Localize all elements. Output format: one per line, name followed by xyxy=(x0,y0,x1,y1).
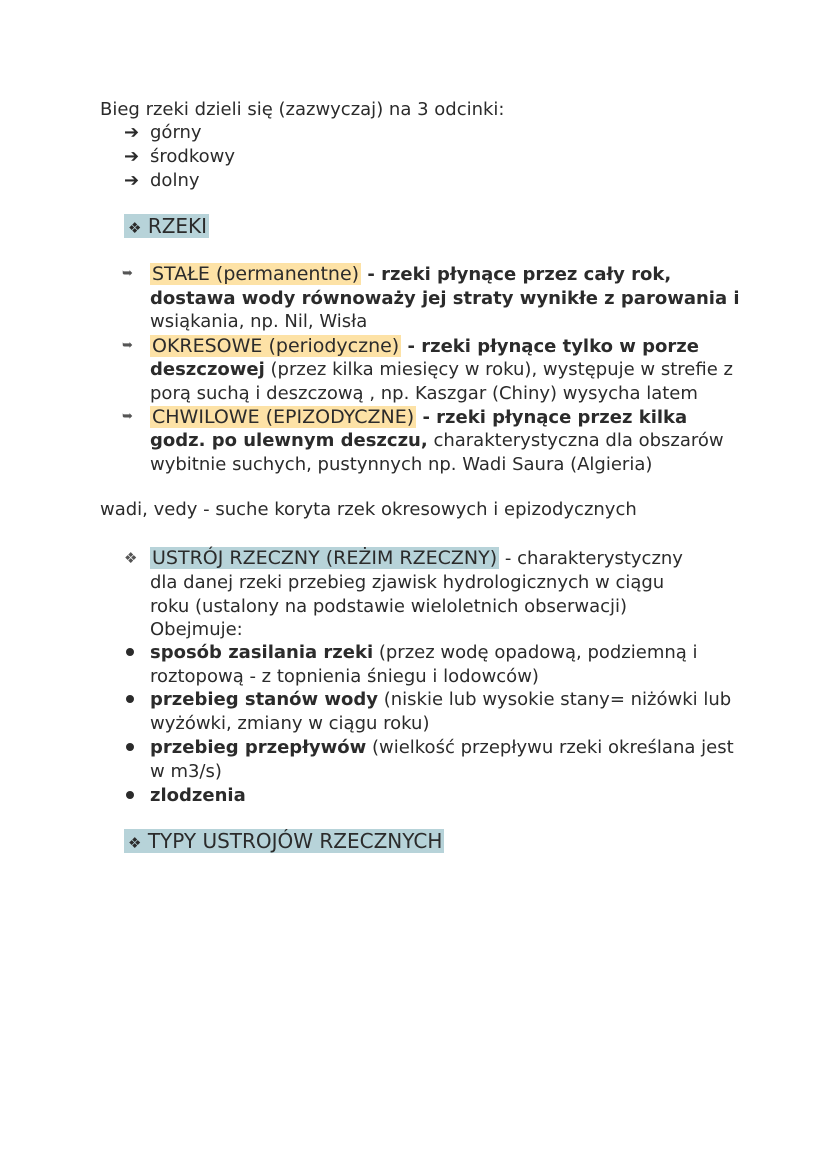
heading-rzeki xyxy=(124,213,209,241)
heading-typy-label: TYPY USTROJÓW RZECZNYCH xyxy=(147,829,443,853)
diamond-icon: ❖ xyxy=(124,549,138,567)
ustroj-line1: USTRÓJ RZECZNY (REŻIM RZECZNY) - charakterystyczny xyxy=(152,547,683,569)
ustroj-bullet-zlodzenia: zlodzenia xyxy=(150,785,246,806)
rzeki-item-chwilowe-line2: godz. po ulewnym deszczu, charakterystyczna dla obszarów xyxy=(150,430,724,451)
term-ustroj: USTRÓJ RZECZNY (REŻIM RZECZNY) xyxy=(152,547,498,569)
intro-item-label: dolny xyxy=(150,170,200,191)
bullet-dot-icon xyxy=(126,791,134,799)
ustroj-line2: dla danej rzeki przebieg zjawisk hydrologicznych w ciągu xyxy=(150,572,665,593)
term-stale: STAŁE (permanentne) xyxy=(152,263,360,285)
diamond-icon: ❖ xyxy=(128,219,142,237)
rzeki-item-chwilowe-line3: wybitnie suchych, pustynnych np. Wadi Saura (Algieria) xyxy=(150,454,653,475)
wadi-line: wadi, vedy - suche koryta rzek okresowych i epizodycznych xyxy=(100,499,637,520)
ustroj-line3: roku (ustalony na podstawie wieloletnich obserwacji) xyxy=(150,596,628,617)
rzeki-item-okresowe-line3: porą suchą i deszczową , np. Kaszgar (Chiny) wysycha latem xyxy=(150,383,698,404)
ustroj-bullet-stany-line2: wyżówki, zmiany w ciągu roku) xyxy=(150,713,430,734)
arrow-icon: ➔ xyxy=(124,146,140,167)
rzeki-item-stale: STAŁE (permanentne) - rzeki płynące przez cały rok, xyxy=(152,263,672,285)
bullet-dot-icon xyxy=(126,648,134,656)
ustroj-bullet-przeplywy-line2: w m3/s) xyxy=(150,761,222,782)
term-okresowe: OKRESOWE (periodyczne) xyxy=(152,335,400,357)
intro-item-dolny xyxy=(124,169,200,193)
intro-item-label: górny xyxy=(150,122,202,143)
rzeki-item-okresowe-line2: deszczowej (przez kilka miesięcy w roku), występuje w strefie z xyxy=(150,359,733,380)
diamond-icon: ❖ xyxy=(128,834,142,852)
arrow-icon: ➔ xyxy=(124,122,140,143)
curved-arrow-icon: ➥ xyxy=(122,266,133,281)
rzeki-item-chwilowe: CHWILOWE (EPIZODYCZNE) - rzeki płynące przez kilka xyxy=(152,406,688,428)
term-chwilowe: CHWILOWE (EPIZODYCZNE) xyxy=(152,406,415,428)
intro-line: Bieg rzeki dzieli się (zazwyczaj) na 3 odcinki: xyxy=(100,99,505,120)
bullet-dot-icon xyxy=(126,743,134,751)
curved-arrow-icon: ➥ xyxy=(122,409,133,424)
ustroj-bullet-stany: przebieg stanów wody (niskie lub wysokie stany= niżówki lub xyxy=(150,689,732,710)
ustroj-bullet-zasilanie: sposób zasilania rzeki (przez wodę opadową, podziemną i xyxy=(150,642,698,663)
rzeki-item-okresowe: OKRESOWE (periodyczne) - rzeki płynące tylko w porze xyxy=(152,335,699,357)
ustroj-line4: Obejmuje: xyxy=(150,619,243,640)
curved-arrow-icon: ➥ xyxy=(122,338,133,353)
ustroj-bullet-zasilanie-line2: roztopową - z topnienia śniegu i lodowców) xyxy=(150,666,539,687)
heading-typy xyxy=(124,828,444,856)
arrow-icon: ➔ xyxy=(124,170,140,191)
intro-item-label: środkowy xyxy=(150,146,235,167)
ustroj-bullet-przeplywy: przebieg przepływów (wielkość przepływu rzeki określana jest xyxy=(150,737,734,758)
heading-rzeki-label: RZEKI xyxy=(147,214,208,238)
intro-item-gorny xyxy=(124,121,202,145)
rzeki-item-stale-line3: wsiąkania, np. Nil, Wisła xyxy=(150,311,368,332)
rzeki-item-stale-line2: dostawa wody równoważy jej straty wynikłe z parowania i xyxy=(150,288,740,309)
bullet-dot-icon xyxy=(126,695,134,703)
intro-item-srodkowy xyxy=(124,145,235,169)
